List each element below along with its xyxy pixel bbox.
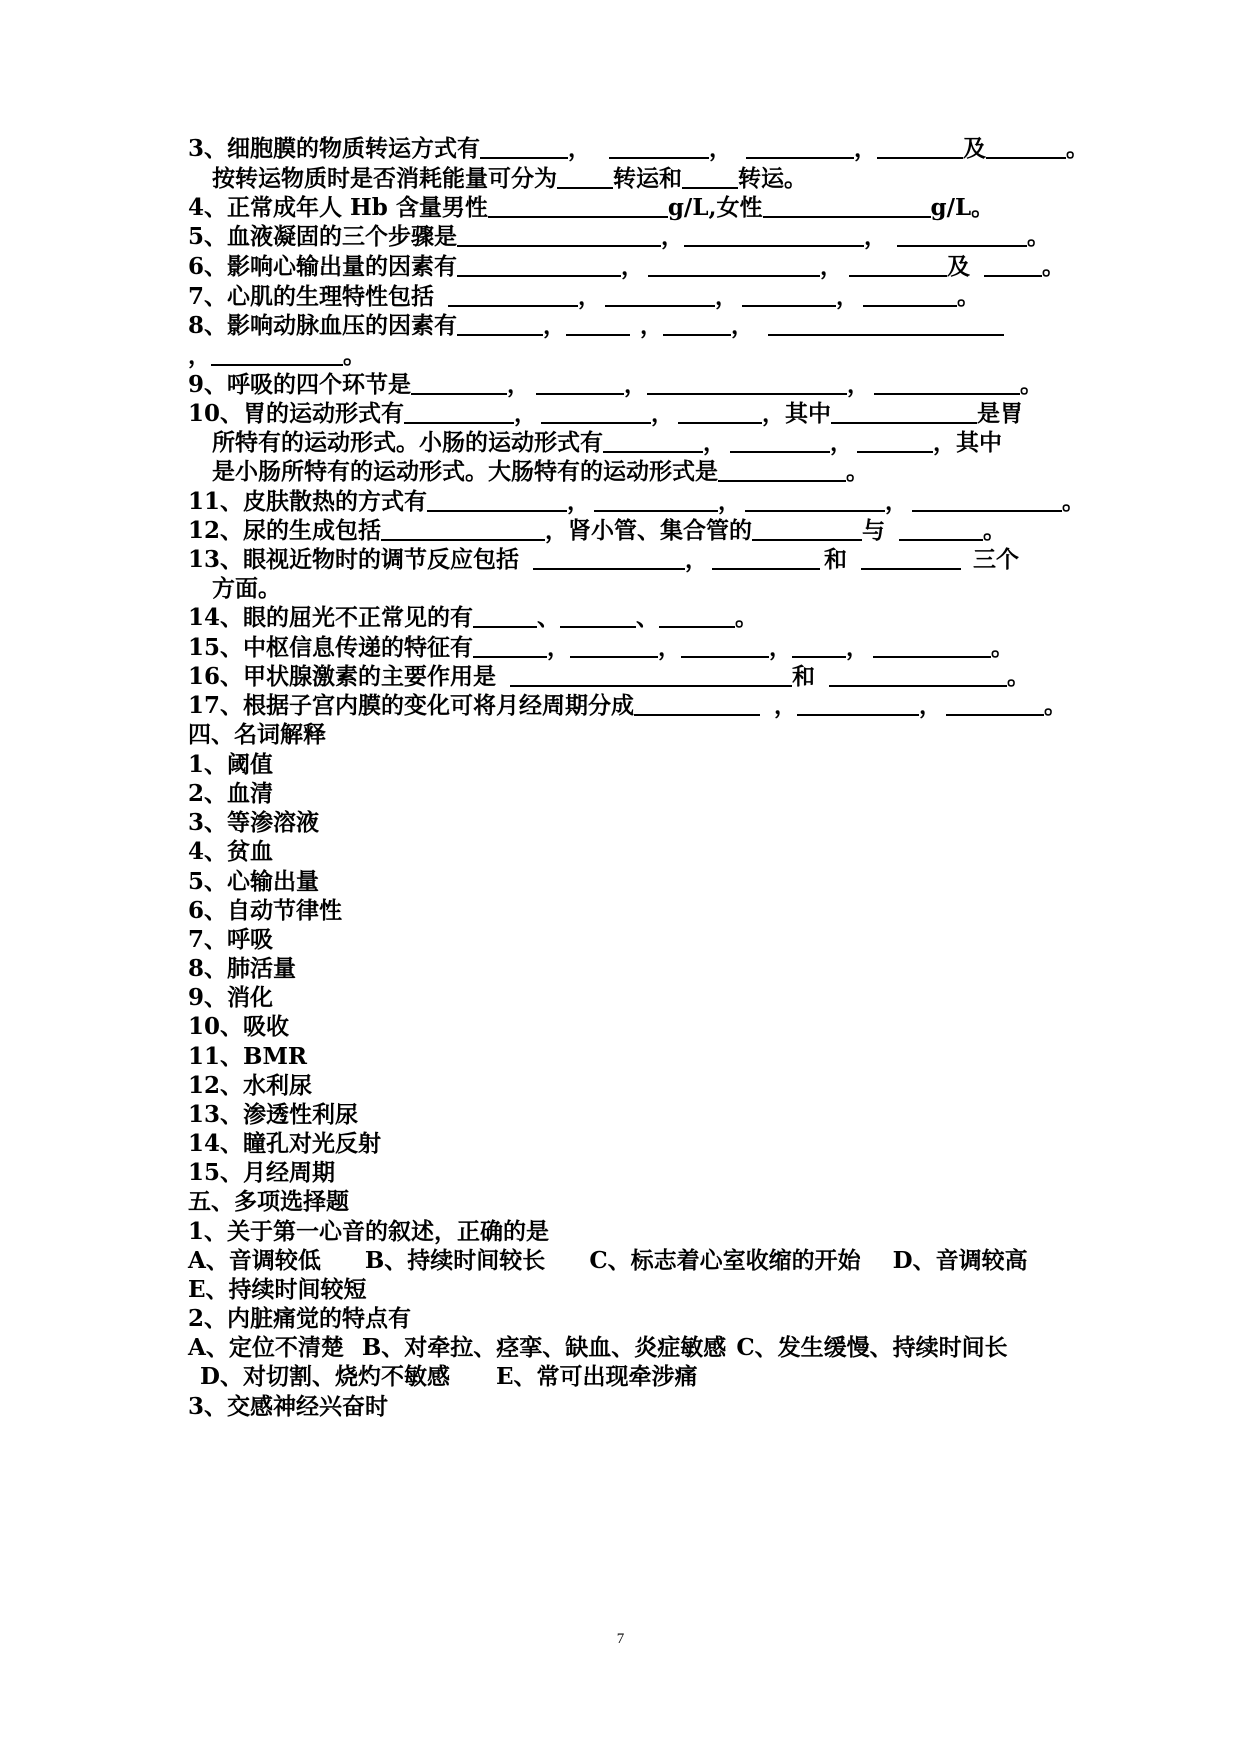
answer-blank[interactable]: [570, 632, 658, 658]
option-c[interactable]: C、标志着心室收缩的开始: [589, 1247, 861, 1274]
answer-blank[interactable]: [797, 690, 919, 716]
question-16: [188, 661, 1128, 693]
answer-blank[interactable]: [849, 251, 947, 277]
period: 。: [1066, 135, 1090, 162]
options-row: [188, 1245, 1128, 1277]
option-b[interactable]: B、对牵拉、痉挛、缺血、炎症敏感: [361, 1334, 727, 1361]
question-13: [188, 544, 1128, 576]
question-text: 14、眼的屈光不正常见的有: [188, 604, 474, 631]
options-row: [188, 1332, 1128, 1364]
question-text: 15、中枢信息传递的特征有: [188, 634, 474, 661]
answer-blank[interactable]: [634, 690, 760, 716]
answer-blank[interactable]: [730, 427, 830, 453]
answer-blank[interactable]: [663, 310, 731, 336]
question-8: [188, 310, 1128, 342]
question-text: 所特有的运动形式。小肠的运动形式有: [212, 429, 603, 456]
answer-blank[interactable]: [873, 632, 991, 658]
question-6: [188, 251, 1128, 283]
answer-blank[interactable]: [411, 369, 507, 395]
separator: ，: [769, 634, 793, 661]
answer-blank[interactable]: [557, 163, 613, 189]
question-stem: 2、内脏痛觉的特点有: [188, 1305, 412, 1332]
separator: ，: [685, 546, 709, 573]
option-b[interactable]: B、持续时间较长: [364, 1247, 546, 1274]
term-item: 7、呼吸: [188, 926, 274, 953]
answer-blank[interactable]: [605, 281, 715, 307]
page-number: 7: [616, 1631, 625, 1647]
question-text: 方面。: [212, 575, 281, 602]
answer-blank[interactable]: [984, 251, 1042, 277]
question-text: 9、呼吸的四个环节是: [188, 371, 412, 398]
separator: ，: [621, 253, 645, 280]
term-item: 11、BMR: [188, 1043, 308, 1070]
answer-blank[interactable]: [659, 602, 735, 628]
separator: ，: [624, 371, 648, 398]
options-row: [188, 1274, 1128, 1306]
term-item: 2、血清: [188, 780, 274, 807]
term-item: 13、渗透性利尿: [188, 1101, 359, 1128]
answer-blank[interactable]: [681, 632, 769, 658]
term-item: 14、瞳孔对光反射: [188, 1130, 382, 1157]
question-10: [188, 398, 1128, 430]
separator: ，: [854, 135, 878, 162]
option-a[interactable]: A、定位不清楚: [188, 1334, 344, 1361]
question-9: [188, 369, 1128, 401]
answer-blank[interactable]: [510, 661, 792, 687]
answer-blank[interactable]: [752, 515, 862, 541]
answer-blank[interactable]: [986, 133, 1066, 159]
section-5-heading: 五、多项选择题: [188, 1188, 349, 1215]
answer-blank[interactable]: [536, 369, 624, 395]
answer-blank[interactable]: [874, 369, 1020, 395]
option-e[interactable]: E、常可出现牵涉痛: [495, 1363, 698, 1390]
answer-blank[interactable]: [560, 602, 636, 628]
term-item: 6、自动节律性: [188, 897, 343, 924]
separator: ，: [919, 692, 943, 719]
question-13-line-2: [212, 573, 1152, 605]
question-text: 是小肠所特有的运动形式。大肠特有的运动形式是: [212, 458, 718, 485]
answer-blank[interactable]: [448, 281, 578, 307]
period: 。: [1027, 223, 1051, 250]
separator: ，: [514, 400, 538, 427]
term-item: 4、贫血: [188, 838, 274, 865]
question-text: ，肾小管、集合管的: [545, 517, 753, 544]
answer-blank[interactable]: [404, 398, 514, 424]
question-text: 转运。: [738, 165, 807, 192]
separator: ，: [703, 429, 726, 456]
answer-blank[interactable]: [718, 456, 846, 482]
answer-blank[interactable]: [861, 544, 961, 570]
question-12: [188, 515, 1128, 547]
answer-blank[interactable]: [829, 661, 1007, 687]
option-d[interactable]: D、对切割、烧灼不敏感: [200, 1363, 450, 1390]
question-text: 按转运物质时是否消耗能量可分为: [212, 165, 557, 192]
question-text: 6、影响心输出量的因素有: [188, 253, 458, 280]
answer-blank[interactable]: [381, 515, 545, 541]
options-row: [200, 1361, 1140, 1393]
question-text: 5、血液凝固的三个步骤是: [188, 223, 458, 250]
question-text: 转运和: [613, 165, 682, 192]
answer-blank[interactable]: [533, 544, 685, 570]
separator: ，: [507, 371, 531, 398]
answer-blank[interactable]: [427, 486, 567, 512]
answer-blank[interactable]: [473, 632, 547, 658]
separator: 、: [636, 604, 660, 631]
question-text: 8、影响动脉血压的因素有: [188, 312, 458, 339]
separator: ，: [661, 223, 685, 250]
question-text: 7、心肌的生理特性包括: [188, 283, 435, 310]
answer-blank[interactable]: [594, 486, 718, 512]
separator: ，: [731, 312, 755, 339]
answer-blank[interactable]: [768, 310, 1004, 336]
answer-blank[interactable]: [678, 398, 762, 424]
term-item: 12、水利尿: [188, 1072, 313, 1099]
answer-blank[interactable]: [211, 340, 343, 366]
separator: ，: [658, 634, 682, 661]
option-e[interactable]: E、持续时间较短: [188, 1276, 367, 1303]
answer-blank[interactable]: [541, 398, 651, 424]
separator: ，: [885, 488, 909, 515]
separator: ，: [543, 312, 567, 339]
question-14: [188, 602, 1128, 634]
term-item: 10、吸收: [188, 1013, 290, 1040]
section-4-heading: 四、名词解释: [188, 721, 326, 748]
separator: ，: [864, 223, 888, 250]
separator: ，: [715, 283, 739, 310]
question-stem: 3、交感神经兴奋时: [188, 1393, 389, 1420]
period: 。: [957, 283, 981, 310]
separator: ，: [830, 429, 853, 456]
question-3-line-2: [212, 163, 1152, 195]
option-c[interactable]: C、发生缓慢、持续时间长: [736, 1334, 1008, 1361]
conjunction: 和: [792, 663, 816, 690]
separator: ，: [836, 283, 860, 310]
option-d[interactable]: D、音调较高: [892, 1247, 1028, 1274]
question-15: [188, 632, 1128, 664]
term-item: 9、消化: [188, 984, 274, 1011]
period: 。: [343, 342, 366, 369]
question-text: g/L,女性: [667, 194, 763, 221]
question-text: 17、根据子宫内膜的变化可将月经周期分成: [188, 692, 635, 719]
question-text: 是胃: [977, 400, 1024, 427]
question-text: 10、胃的运动形式有: [188, 400, 405, 427]
conjunction: 及: [963, 135, 987, 162]
term-item: 3、等渗溶液: [188, 809, 320, 836]
answer-blank[interactable]: [831, 398, 977, 424]
period: 。: [983, 517, 1007, 544]
separator: ，: [188, 342, 211, 369]
question-text: 12、尿的生成包括: [188, 517, 382, 544]
answer-blank[interactable]: [480, 133, 568, 159]
answer-blank[interactable]: [712, 544, 820, 570]
period: 。: [1007, 663, 1031, 690]
term-item: 5、心输出量: [188, 868, 320, 895]
period: 。: [846, 458, 869, 485]
answer-blank[interactable]: [877, 133, 963, 159]
term-item: 1、阈值: [188, 751, 274, 778]
period: 。: [991, 634, 1015, 661]
answer-blank[interactable]: [473, 602, 537, 628]
answer-blank[interactable]: [566, 310, 630, 336]
answer-blank[interactable]: [684, 221, 864, 247]
conjunction: 和: [824, 546, 848, 573]
separator: ，: [820, 253, 844, 280]
period: 。: [1044, 692, 1068, 719]
answer-blank[interactable]: [946, 690, 1044, 716]
answer-blank[interactable]: [648, 251, 820, 277]
separator: ，: [640, 312, 664, 339]
separator: 、: [537, 604, 561, 631]
question-10-line-2: [212, 427, 1152, 459]
answer-blank[interactable]: [488, 192, 668, 218]
question-4: [188, 192, 1128, 224]
separator: ，: [718, 488, 742, 515]
separator: ，: [567, 488, 591, 515]
question-17: [188, 690, 1128, 722]
period: 。: [1062, 488, 1086, 515]
question-8-line-2: [188, 340, 1128, 372]
answer-blank[interactable]: [457, 251, 621, 277]
separator: ，: [547, 634, 571, 661]
separator: ，: [774, 692, 798, 719]
question-text: ，其中: [933, 429, 1002, 456]
answer-blank[interactable]: [897, 221, 1027, 247]
question-text: 4、正常成年人 Hb 含量男性: [188, 194, 488, 221]
question-5: [188, 221, 1128, 253]
question-text: 13、眼视近物时的调节反应包括: [188, 546, 520, 573]
answer-blank[interactable]: [746, 133, 854, 159]
conjunction: 与: [862, 517, 886, 544]
conjunction: 及: [947, 253, 971, 280]
answer-blank[interactable]: [647, 369, 847, 395]
separator: ，: [651, 400, 675, 427]
question-text: 3、细胞膜的物质转运方式有: [188, 135, 481, 162]
answer-blank[interactable]: [457, 221, 661, 247]
question-text: g/L。: [930, 194, 995, 221]
answer-blank[interactable]: [745, 486, 885, 512]
answer-blank[interactable]: [457, 310, 543, 336]
answer-blank[interactable]: [912, 486, 1062, 512]
question-11: [188, 486, 1128, 518]
answer-blank[interactable]: [603, 427, 703, 453]
answer-blank[interactable]: [863, 281, 957, 307]
period: 。: [735, 604, 759, 631]
separator: ，: [847, 371, 871, 398]
separator: ，: [709, 135, 733, 162]
answer-blank[interactable]: [899, 515, 983, 541]
answer-blank[interactable]: [792, 632, 846, 658]
question-text: 三个: [973, 546, 1020, 573]
question-3: [188, 133, 1128, 165]
question-10-line-3: [212, 456, 1152, 488]
period: 。: [1020, 371, 1044, 398]
answer-blank[interactable]: [763, 192, 931, 218]
answer-blank[interactable]: [609, 133, 709, 159]
question-7: [188, 281, 1128, 313]
separator: ，: [846, 634, 870, 661]
answer-blank[interactable]: [857, 427, 933, 453]
question-text: 11、皮肤散热的方式有: [188, 488, 428, 515]
question-stem: 1、关于第一心音的叙述，正确的是: [188, 1218, 550, 1245]
answer-blank[interactable]: [682, 163, 738, 189]
term-item: 8、肺活量: [188, 955, 297, 982]
question-text: 16、甲状腺激素的主要作用是: [188, 663, 497, 690]
separator: ，: [578, 283, 602, 310]
question-text: ，其中: [762, 400, 832, 427]
separator: ，: [568, 135, 592, 162]
period: 。: [1042, 253, 1066, 280]
term-item: 15、月经周期: [188, 1159, 336, 1186]
option-a[interactable]: A、音调较低: [188, 1247, 321, 1274]
answer-blank[interactable]: [742, 281, 836, 307]
